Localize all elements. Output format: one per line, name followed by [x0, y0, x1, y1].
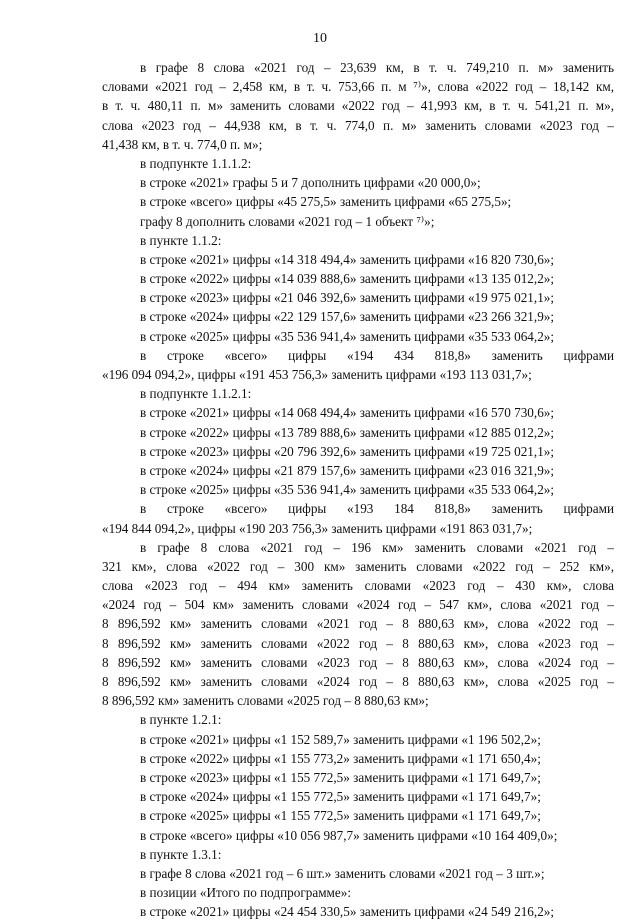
text-line: 8 896,592 км» заменить словами «2023 год – 8 880,63 км», слова «2024 год –: [102, 654, 614, 670]
text-line: в строке «2021» цифры «1 152 589,7» заменить цифрами «1 196 502,2»;: [140, 731, 541, 747]
text-line: в строке «2024» цифры «1 155 772,5» заменить цифрами «1 171 649,7»;: [140, 789, 541, 805]
text-line: в пункте 1.3.1:: [140, 846, 222, 862]
text-line: в строке «2024» цифры «21 879 157,6» заменить цифрами «23 016 321,9»;: [140, 462, 555, 478]
page-number: 10: [313, 31, 327, 46]
text-line: 41,438 км, в т. ч. 774,0 п. м»;: [102, 136, 263, 152]
text-line: в строке «2025» цифры «35 536 941,4» заменить цифрами «35 533 064,2»;: [140, 482, 555, 498]
text-line: 8 896,592 км» заменить словами «2024 год – 8 880,63 км», слова «2025 год –: [102, 674, 614, 689]
text-line: слова «2023 год – 494 км» заменить словами «2023 год – 430 км», слова: [102, 578, 614, 594]
text-line: в строке «2022» цифры «1 155 773,2» заменить цифрами «1 171 650,4»;: [140, 750, 541, 766]
text-line: в строке «всего» цифры «193 184 818,8» заменить цифрами: [140, 501, 614, 517]
text-line: в строке «2021» цифры «24 454 330,5» заменить цифрами «24 549 216,2»;: [140, 904, 555, 920]
text-line: в т. ч. 480,11 п. м» заменить словами «2022 год – 41,993 км, в т. ч. 541,21 п. м»,: [102, 98, 614, 114]
text-line: в строке «2023» цифры «20 796 392,6» заменить цифрами «19 725 021,1»;: [140, 443, 555, 459]
text-line: в графе 8 слова «2021 год – 23,639 км, в т. ч. 749,210 п. м» заменить: [140, 60, 614, 75]
text-line: в строке «2024» цифры «22 129 157,6» заменить цифрами «23 266 321,9»;: [140, 309, 555, 325]
text-line: словами «2021 год – 2,458 км, в т. ч. 753,66 п. м ⁷⁾», слова «2022 год – 18,142 км,: [102, 79, 614, 95]
text-line: 321 км», слова «2022 год – 300 км» заменить словами «2022 год – 252 км»,: [102, 558, 614, 574]
document-body: [102, 58, 614, 921]
text-line: в строке «2023» цифры «21 046 392,6» заменить цифрами «19 975 021,1»;: [140, 290, 555, 306]
text-line: в строке «2025» цифры «1 155 772,5» заменить цифрами «1 171 649,7»;: [140, 808, 541, 824]
text-line: в строке «всего» цифры «45 275,5» заменить цифрами «65 275,5»;: [140, 194, 512, 210]
text-line: в подпункте 1.1.1.2:: [140, 155, 252, 171]
text-line: в подпункте 1.1.2.1:: [140, 386, 252, 402]
text-line: 8 896,592 км» заменить словами «2022 год – 8 880,63 км», слова «2023 год –: [102, 635, 614, 651]
text-line: в графе 8 слова «2021 год – 196 км» заменить словами «2021 год –: [140, 539, 614, 555]
text-line: «196 094 094,2», цифры «191 453 756,3» заменить цифрами «193 113 031,7»;: [102, 367, 532, 382]
text-line: в пункте 1.2.1:: [140, 712, 222, 728]
text-line: в строке «2021» цифры «14 068 494,4» заменить цифрами «16 570 730,6»;: [140, 405, 555, 421]
text-line: слова «2023 год – 44,938 км, в т. ч. 774,0 п. м» заменить словами «2023 год –: [102, 117, 614, 133]
text-line: в строке «всего» цифры «10 056 987,7» заменить цифрами «10 164 409,0»;: [140, 827, 558, 843]
text-line: в строке «2022» цифры «13 789 888,6» заменить цифрами «12 885 012,2»;: [140, 424, 555, 440]
text-line: в графе 8 слова «2021 год – 6 шт.» заменить словами «2021 год – 3 шт.»;: [140, 865, 545, 881]
text-line: в строке «2023» цифры «1 155 772,5» заменить цифрами «1 171 649,7»;: [140, 769, 541, 785]
text-line: 8 896,592 км» заменить словами «2021 год – 8 880,63 км», слова «2022 год –: [102, 616, 614, 632]
text-line: графу 8 дополнить словами «2021 год – 1 объект ⁷⁾»;: [140, 213, 435, 229]
text-line: 8 896,592 км» заменить словами «2025 год – 8 880,63 км»;: [102, 693, 429, 709]
text-line: в строке «2022» цифры «14 039 888,6» заменить цифрами «13 135 012,2»;: [140, 271, 555, 287]
text-line: в строке «2025» цифры «35 536 941,4» заменить цифрами «35 533 064,2»;: [140, 328, 555, 344]
text-line: в строке «2021» цифры «14 318 494,4» заменить цифрами «16 820 730,6»;: [140, 251, 555, 267]
text-line: «2024 год – 504 км» заменить словами «2024 год – 547 км», слова «2021 год –: [102, 597, 614, 613]
text-line: в строке «2021» графы 5 и 7 дополнить цифрами «20 000,0»;: [140, 175, 481, 191]
text-line: в позиции «Итого по подпрограмме»:: [140, 885, 352, 901]
text-line: «194 844 094,2», цифры «190 203 756,3» заменить цифрами «191 863 031,7»;: [102, 520, 533, 536]
text-line: в строке «всего» цифры «194 434 818,8» заменить цифрами: [140, 347, 614, 363]
text-line: в пункте 1.1.2:: [140, 232, 222, 248]
